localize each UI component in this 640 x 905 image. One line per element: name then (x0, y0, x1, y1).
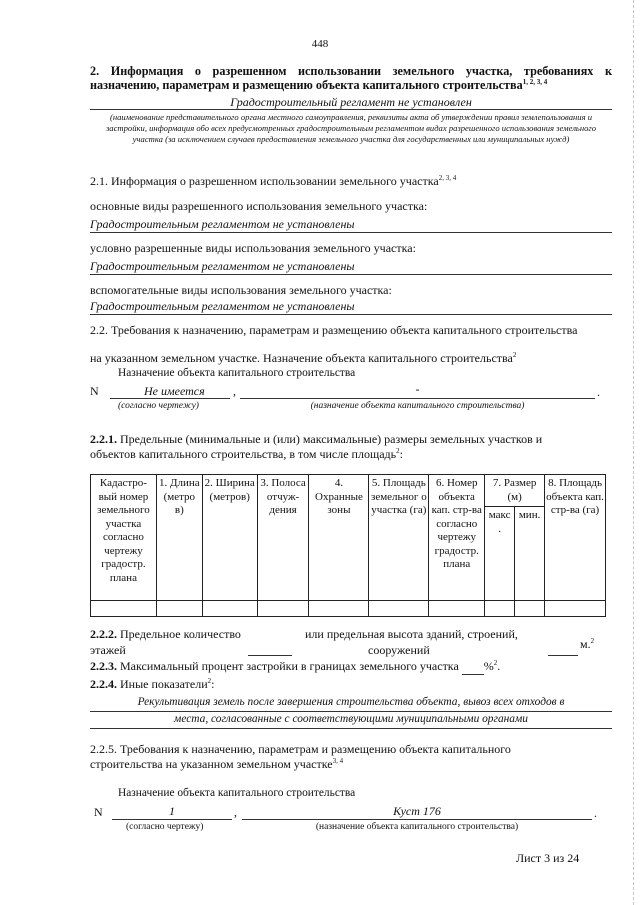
section-225-n-value: 1 (169, 804, 175, 818)
section-225-line2-text: строительства на указанном земельном участке (90, 757, 333, 771)
header-exclusion-strip: 3. Полоса отчуж-дения (257, 475, 309, 601)
main-uses-label: основные виды разрешенного использования земельного участка: (90, 199, 428, 213)
section-221-title: 2.2.1. Предельные (минимальные и (или) максимальные) размеры земельных участков и объектов капитального строительства, в том числе площадь$^2$: (90, 432, 543, 461)
section-222-floors-blank (248, 655, 292, 656)
section-22-purpose-underline (240, 398, 595, 399)
section-22-line2-ref: 2 (512, 351, 517, 359)
header-size-max: макс . (485, 507, 515, 601)
section-225-n-underline (112, 819, 232, 820)
section-225-n-label: N (94, 805, 103, 819)
section-223-unit-ref: 2 (493, 659, 498, 667)
section-222-unit-text: м. (580, 637, 591, 651)
section-22-line2-text: на указанном земельном участке. Назначение объекта капитального строительства (90, 351, 513, 365)
section-22-purpose-value: - (415, 382, 420, 396)
auxiliary-uses-value: Градостроительным регламентом не установлены (90, 299, 355, 313)
table-cell (91, 601, 157, 617)
section-223-text: Максимальный процент застройки в границах земельного участка (120, 659, 459, 673)
section-223: 2.2.3. Максимальный процент застройки в границах земельного участка %$^2$. (90, 659, 501, 673)
dimensions-table (90, 474, 606, 617)
section-222-text-d: сооружений (368, 643, 430, 657)
section-225-purpose-note: (назначение объекта капитального строительства) (315, 822, 519, 832)
header-width: 2. Ширина (метров) (202, 475, 257, 601)
conditional-uses-label: условно разрешенные виды использования земельного участка: (90, 241, 416, 255)
section-22-purpose-note: (назначение объекта капитального строительства) (310, 401, 525, 411)
section-222-num: 2.2.2. (90, 627, 117, 641)
section-221-num: 2.2.1. (90, 432, 117, 446)
document-page: 448 2. Информация о разрешенном использовании земельного участка, требованиях к назначению, параметрам и размещению объекта капитального строительства$^{1, 2, 3, 4}$ Градостроительный регламент не установлен (наименование представительного органа местного самоуправления, реквизиты акта об утверждении правил землепользования и застройки, информация обо всех предусмотренных градостроительным регламентом видах разрешенного использования земельного участка (за исключением случаев предоставления земельного участка для государственных или муниципальных нужд) 2.1. Информация о разрешенном использовании земельного участка$^{2, 3, 4}$ основные виды разрешенного использования земельного участка: Градостроительным регламентом не установлены условно разрешенные виды использования земельного участка: Градостроительным регламентом не установлены вспомогательные виды использования земельного участка: Градостроительным регламентом не установлены 2.2. Требования к назначению, параметрам и размещению объекта капитального строительства на указанном земельном участке. Назначение объекта капитального строительства$^2$ Назначение объекта капитального строительства N Не имеется , - . (согласно чертежу) (назначение объекта капитального строительства) 2.2.1. Предельные (минимальные и (или) максимальные) размеры земельных участков и объектов капитального строительства, в том числе площадь$^2$: Кадастро-вый номер земельного участка согласно чертежу градостр. плана 1. Длина (метро в) 2. Ширина (метров) 3. Полоса отчуж-дения 4. Охранные зоны 5. Площадь земельног о участка (га) 6. Номер объекта кап. стр-ва согласно чертежу градостр. плана 7. Размер (м) 8. Площадь объекта кап. стр-ва (га) макс . мин. 2.2.2. Предельное количество этажей или предельная высота зданий, строений, сооружений м.$^2$ 2.2.3. Максимальный процент застройки в границах земельного участка %$^2$. 2.2.4. Иные показатели$^2$: Рекультивация земель после завершения строительства объекта, вывоз всех отходов в места, согласованные с соответствующими муниципальными органами 2.2.5. Требования к назначению, параметрам и размещению объекта капитального строительства на указанном земельном участке$^{3, 4}$ Назначение объекта капитального строительства N 1 , Куст 176 . (согласно чертежу) (назначение объекта капитального строительства) Лист 3 из 24 (0, 0, 640, 905)
section-224-value-line2: места, согласованные с соответствующими муниципальными органами (174, 713, 528, 725)
regulation-underline (90, 109, 612, 110)
section-224-text: Иные показатели (120, 677, 208, 691)
table-cell (369, 601, 429, 617)
section-223-num: 2.2.3. (90, 659, 117, 673)
header-object-number: 6. Номер объекта кап. стр-ва согласно чертежу градостр. плана (429, 475, 485, 601)
section-222-height-blank (548, 655, 578, 656)
section-2-title-text: 2. Информация о разрешенном использовании земельного участка, требованиях к назначению, параметрам и размещению объекта капитального строительства (90, 64, 612, 92)
sheet-counter: Лист 3 из 24 (516, 851, 580, 865)
section-221-ref: 2 (396, 447, 400, 455)
section-224-ref: 2 (207, 677, 212, 685)
section-224-underline1 (90, 711, 612, 712)
section-21-title-text: 2.1. Информация о разрешенном использовании земельного участка (90, 174, 439, 188)
conditional-uses-underline (90, 274, 612, 275)
table-cell (429, 601, 485, 617)
section-224-value-line1: Рекультивация земель после завершения строительства объекта, вывоз всех отходов в (137, 696, 565, 708)
section-222-text-c: или предельная высота зданий, строений, (305, 627, 518, 641)
auxiliary-uses-label: вспомогательные виды использования земельного участка: (90, 283, 392, 297)
header-protected-zones: 4. Охранные зоны (309, 475, 369, 601)
section-2-title (90, 64, 612, 92)
section-22-line2 (90, 351, 516, 366)
table-cell (257, 601, 309, 617)
main-uses-underline (90, 232, 612, 233)
conditional-uses-value: Градостроительным регламентом не установлены (90, 259, 355, 273)
section-225-purpose-underline (242, 819, 592, 820)
section-222-unit (580, 637, 594, 652)
section-224-num: 2.2.4. (90, 677, 117, 691)
section-21-title-refs: 2, 3, 4 (438, 174, 457, 182)
header-length: 1. Длина (метро в) (156, 475, 202, 601)
section-224: 2.2.4. Иные показатели$^2$: (90, 677, 215, 691)
section-225-n-note: (согласно чертежу) (126, 822, 204, 832)
section-2-title-refs: 1, 2, 3, 4 (522, 77, 548, 86)
scan-edge (632, 0, 634, 905)
table-cell (156, 601, 202, 617)
regulation-value: Градостроительный регламент не установлен (230, 95, 472, 109)
section-222-unit-ref: 2 (590, 637, 595, 645)
table-cell (202, 601, 257, 617)
section-222-text-a: Предельное количество (120, 627, 241, 641)
section-225-line2-refs: 3, 4 (332, 757, 344, 765)
table-cell (485, 601, 515, 617)
section-221-text: Предельные (минимальные и (или) максимальные) размеры земельных участков и объектов капитального строительства, в том числе площадь (90, 432, 543, 461)
header-size: 7. Размер (м) (485, 475, 545, 507)
section-223-unit: % (483, 659, 494, 673)
main-uses-value: Градостроительным регламентом не установлены (90, 217, 355, 231)
section-22-n-label: N (90, 384, 99, 398)
section-22-n-value: Не имеется (144, 384, 205, 398)
section-21-title (90, 174, 456, 189)
header-size-min: мин. (515, 507, 545, 601)
section-222-start (90, 627, 241, 642)
section-22-n-underline (110, 398, 230, 399)
section-222-text-b: этажей (90, 643, 126, 657)
table-cell (309, 601, 369, 617)
header-cadastral: Кадастро-вый номер земельного участка согласно чертежу градостр. плана (91, 475, 157, 601)
section-22-purpose-label: Назначение объекта капитального строительства (118, 367, 356, 379)
section-22-line1: 2.2. Требования к назначению, параметрам и размещению объекта капитального строительства (90, 323, 578, 337)
section-22-n-note: (согласно чертежу) (118, 401, 199, 411)
section-225-line1: 2.2.5. Требования к назначению, параметрам и размещению объекта капитального (90, 742, 511, 756)
section-225-purpose-value: Куст 176 (393, 804, 441, 818)
page-number: 448 (311, 38, 329, 50)
header-plot-area: 5. Площадь земельног о участка (га) (369, 475, 429, 601)
table-cell (515, 601, 545, 617)
header-object-area: 8. Площадь объекта кап. стр-ва (га) (545, 475, 606, 601)
section-225-line2 (90, 757, 343, 772)
section-223-blank (462, 659, 484, 675)
section-225-purpose-label: Назначение объекта капитального строительства (118, 787, 356, 799)
auxiliary-uses-underline (90, 314, 612, 315)
regulation-note: (наименование представительного органа местного самоуправления, реквизиты акта об утверждении правил землепользования и застройки, информация обо всех предусмотренных градостроительным регламентом видах разрешенного использования земельного участка (за исключением случаев предоставления земельного участка для государственных или муниципальных нужд) (105, 112, 597, 144)
section-224-underline2 (90, 728, 612, 729)
table-cell (545, 601, 606, 617)
